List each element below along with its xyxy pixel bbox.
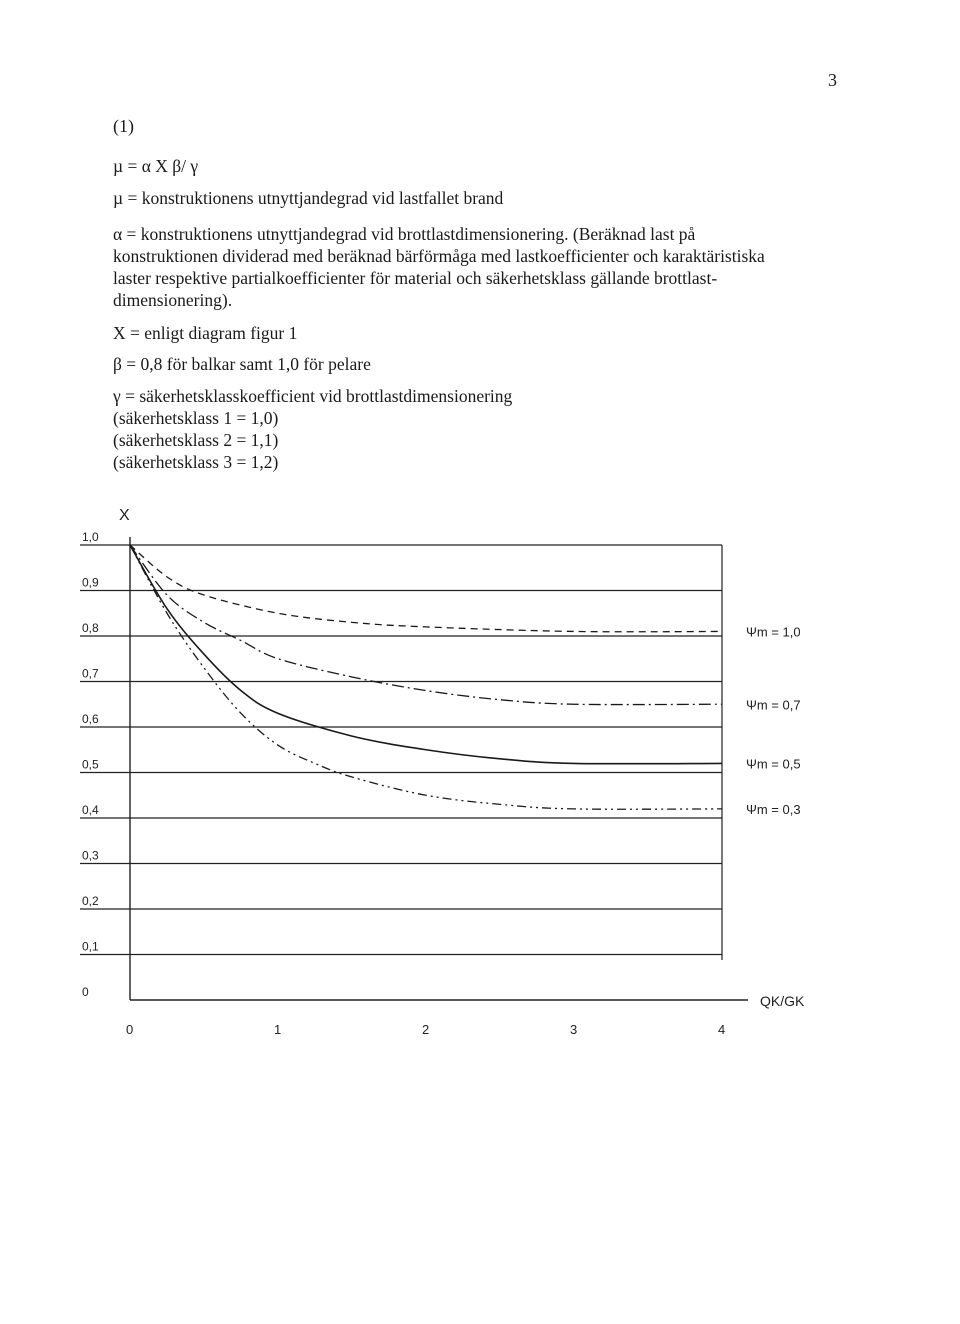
figure-1-diagram xyxy=(0,490,960,1070)
series-label-1: Ψm = 1,0 xyxy=(746,624,801,640)
series-curves xyxy=(130,545,722,809)
alpha-definition-line-3: laster respektive partialkoefficienter för material och säkerhetsklass gällande brottlast- xyxy=(113,268,718,288)
alpha-definition-line-1: α = konstruktionens utnyttjandegrad vid brottlastdimensionering. (Beräknad last på xyxy=(113,224,696,244)
y-tick-label: 0,2 xyxy=(82,894,99,908)
y-tick-label: 0,7 xyxy=(82,666,99,681)
gamma-definition-line-2: (säkerhetsklass 1 = 1,0) xyxy=(113,408,279,428)
alpha-definition-line-4: dimensionering). xyxy=(113,290,233,310)
series-label-2: Ψm = 0,7 xyxy=(746,697,801,713)
y-tick-label: 0,8 xyxy=(82,621,99,635)
alpha-definition-line-2: konstruktionen dividerad med beräknad bärförmåga med lastkoefficienter och karaktäristiska xyxy=(113,246,765,266)
y-tick-label: 0,4 xyxy=(82,803,99,817)
axes xyxy=(130,537,748,1000)
gamma-definition-line-4: (säkerhetsklass 3 = 1,2) xyxy=(113,452,279,472)
y-tick-label: 0,3 xyxy=(82,848,99,863)
gamma-definition-line-3: (säkerhetsklass 2 = 1,1) xyxy=(113,430,279,450)
page-number: 3 xyxy=(828,70,837,90)
x-definition: X = enligt diagram figur 1 xyxy=(113,323,298,343)
grid-lines xyxy=(80,545,722,955)
x-tick-label: 0 xyxy=(126,1022,134,1037)
y-tick-label: 0,9 xyxy=(82,575,99,590)
series-label-4: Ψm = 0,3 xyxy=(746,801,801,817)
series-line-4 xyxy=(130,545,722,809)
series-label-3: Ψm = 0,5 xyxy=(746,756,801,772)
y-tick-label: 0 xyxy=(82,985,89,999)
series-line-2 xyxy=(130,545,722,705)
x-tick-label: 1 xyxy=(274,1022,282,1037)
formula: µ = α X β/ γ xyxy=(113,156,199,176)
y-tick-label: 0,5 xyxy=(82,757,99,772)
series-line-3 xyxy=(130,545,722,764)
x-tick-label: 4 xyxy=(718,1022,726,1037)
y-tick-label: 0,1 xyxy=(82,939,99,954)
x-axis-label: QK/GK xyxy=(760,993,805,1009)
x-tick-label: 2 xyxy=(422,1022,430,1037)
equation-label: (1) xyxy=(113,116,134,136)
beta-definition: β = 0,8 för balkar samt 1,0 för pelare xyxy=(113,354,371,374)
y-axis-label: X xyxy=(119,507,130,524)
mu-definition: µ = konstruktionens utnyttjandegrad vid lastfallet brand xyxy=(113,188,504,208)
x-tick-label: 3 xyxy=(570,1022,578,1037)
series-line-1 xyxy=(130,545,722,632)
y-tick-label: 1,0 xyxy=(82,530,99,544)
y-tick-label: 0,6 xyxy=(82,712,99,726)
gamma-definition-line-1: γ = säkerhetsklasskoefficient vid brottlastdimensionering xyxy=(113,386,513,406)
